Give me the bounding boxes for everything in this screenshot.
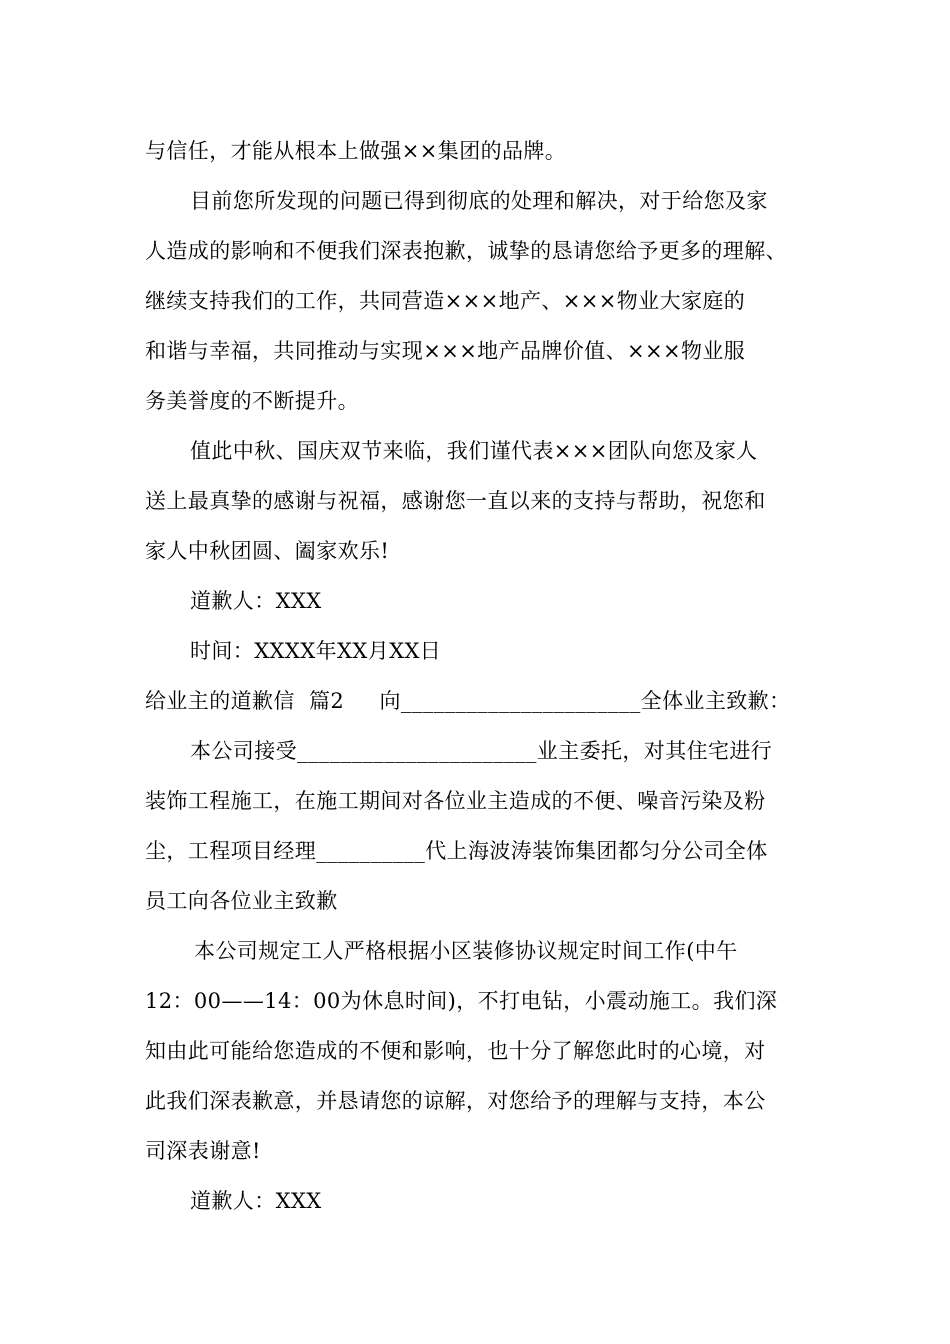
paragraph-line: 此我们深表歉意，并恳请您的谅解，对您给予的理解与支持，本公 bbox=[145, 1089, 766, 1113]
paragraph-line: 12：00——14：00为休息时间)，不打电钻，小震动施工。我们深 bbox=[145, 989, 778, 1013]
paragraph-line: 员工向各位业主致歉 bbox=[145, 889, 338, 913]
paragraph-line: 与信任，才能从根本上做强××集团的品牌。 bbox=[145, 139, 567, 163]
section-heading-line: 给业主的道歉信 篇2 向______________________全体业主致歉： bbox=[145, 689, 791, 713]
paragraph-line: 知由此可能给您造成的不便和影响，也十分了解您此时的心境，对 bbox=[145, 1039, 766, 1063]
signature-line: 道歉人：XXX bbox=[190, 589, 322, 613]
paragraph-line: 值此中秋、国庆双节来临，我们谨代表×××团队向您及家人 bbox=[190, 439, 758, 463]
signature-line: 道歉人：XXX bbox=[190, 1189, 322, 1213]
paragraph-line: 继续支持我们的工作，共同营造×××地产、×××物业大家庭的 bbox=[145, 289, 746, 313]
paragraph-line: 尘，工程项目经理__________代上海波涛装饰集团都匀分公司全体 bbox=[145, 839, 768, 863]
paragraph-line: 本公司规定工人严格根据小区装修协议规定时间工作(中午 bbox=[194, 939, 738, 963]
paragraph-line: 送上最真挚的感谢与祝福，感谢您一直以来的支持与帮助，祝您和 bbox=[145, 489, 766, 513]
paragraph-line: 司深表谢意! bbox=[145, 1139, 261, 1163]
paragraph-line: 务美誉度的不断提升。 bbox=[145, 389, 359, 413]
paragraph-line: 和谐与幸福，共同推动与实现×××地产品牌价值、×××物业服 bbox=[145, 339, 746, 363]
paragraph-line: 目前您所发现的问题已得到彻底的处理和解决，对于给您及家 bbox=[190, 189, 768, 213]
date-line: 时间：XXXX年XX月XX日 bbox=[190, 639, 442, 663]
paragraph-line: 装饰工程施工，在施工期间对各位业主造成的不便、噪音污染及粉 bbox=[145, 789, 766, 813]
paragraph-line: 本公司接受______________________业主委托，对其住宅进行 bbox=[190, 739, 773, 763]
paragraph-line: 人造成的影响和不便我们深表抱歉，诚挚的恳请您给予更多的理解、 bbox=[145, 239, 787, 263]
paragraph-line: 家人中秋团圆、阖家欢乐! bbox=[145, 539, 390, 563]
